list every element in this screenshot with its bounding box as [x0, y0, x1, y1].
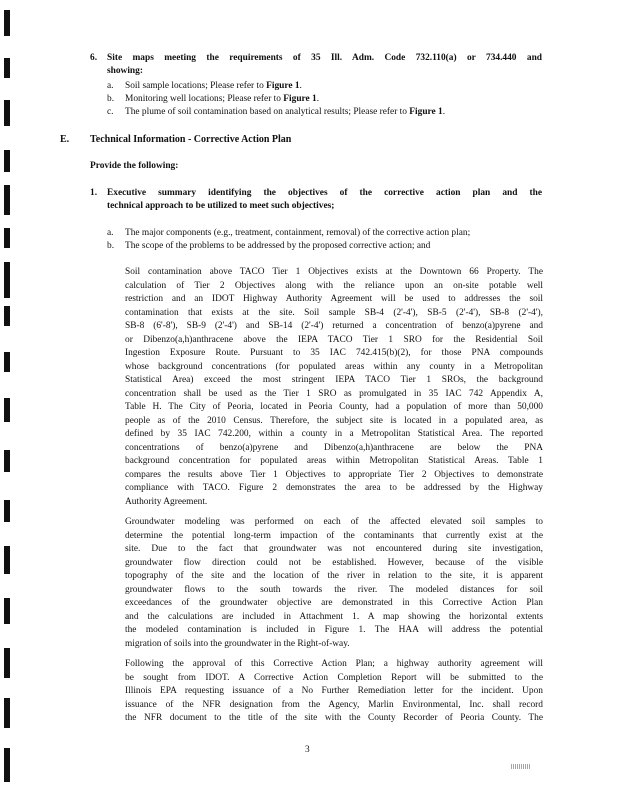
paragraph-line: or Dibenzo(a,h)anthracene above the IEPA TACO Tier 1 SRO for the Residential Soil — [125, 334, 543, 345]
scan-mark — [4, 698, 10, 728]
scan-mark — [4, 100, 10, 126]
item6-number: 6. — [90, 53, 98, 63]
scan-mark — [4, 748, 10, 782]
paragraph-line: compares the results above Tier 1 Objectives to appropriate Tier 2 Objectives to demonstrate — [125, 469, 543, 480]
paragraph-line: concentrations of benzo(a)pyrene and Dibenzo(a,h)anthracene are below the PNA — [125, 442, 543, 453]
paragraph-line: background concentration for populated areas within Metropolitan Statistical Areas. Table 1 — [125, 456, 543, 466]
item6-line1: Site maps meeting the requirements of 35 Ill. Adm. Code 732.110(a) or 734.440 and — [107, 53, 542, 63]
item1-sub-letter: b. — [107, 241, 115, 251]
item1-line2: technical approach to be utilized to meet such objectives; — [107, 201, 335, 211]
item6-sub-b: Monitoring well locations; Please refer to Figure 1. — [125, 94, 320, 104]
paragraph-line: Following the approval of this Corrective Action Plan; a highway authority agreement will — [125, 659, 543, 669]
scan-margin-marks — [4, 0, 12, 800]
scan-mark — [4, 262, 10, 298]
paragraph-groundwater-modeling — [125, 516, 543, 651]
page-number: 3 — [305, 745, 310, 755]
item1-line1: Executive summary identifying the objectives of the corrective action plan and the — [107, 188, 542, 198]
paragraph-line: and the calculations are included in Attachment 1. A map showing the horizontal extents — [125, 611, 543, 622]
paragraph-line: groundwater flow direction could not be established. However, because of the visible — [125, 557, 543, 568]
item6-sub-letter: a. — [107, 81, 114, 91]
paragraph-line: Soil contamination above TACO Tier 1 Objectives exists at the Downtown 66 Property. The — [125, 267, 543, 277]
section-e-letter: E. — [60, 134, 70, 145]
scan-mark — [4, 185, 10, 215]
scan-mark — [4, 150, 10, 172]
paragraph-line: Statistical Area) exceed the most stringent IEPA TACO Tier 1 SROs, the background — [125, 375, 543, 385]
paragraph-line: calculation of Tier 2 Objectives along with the reliance upon an on-site potable well — [125, 280, 543, 291]
item6-sub-letter: b. — [107, 94, 115, 104]
paragraph-line: site. Due to the fact that groundwater was not encountered during site investigation, — [125, 544, 543, 554]
paragraph-line: exceedances of the groundwater objective are demonstrated in this Corrective Action Plan — [125, 598, 543, 608]
paragraph-line: Illinois EPA requesting issuance of a No Further Remediation letter for the incident. Upon — [125, 686, 543, 696]
paragraph-line: determine the potential long-term impaction of the contaminants that currently exist at the — [125, 530, 543, 541]
paragraph-line: restriction and an IDOT Highway Authority Agreement will be used to addresses the soil — [125, 294, 543, 304]
scan-mark — [4, 648, 10, 678]
item1-sub-b: The scope of the problems to be addressed by the proposed corrective action; and — [125, 241, 431, 251]
paragraph-line: be sought from IDOT. A Corrective Action Completion Report will be submitted to the — [125, 672, 543, 683]
paragraph-line: issuance of the NFR designation from the Agency, Marlin Environmental, Inc. shall record — [125, 699, 543, 710]
paragraph-line: compliance with TACO. Figure 2 demonstrates the area to be addressed by the Highway — [125, 483, 543, 493]
paragraph-line: Groundwater modeling was performed on each of the affected elevated soil samples to — [125, 517, 543, 527]
paragraph-line: SB-8 (6'-8'), SB-9 (2'-4') and SB-14 (2'-4') returned a concentration of benzo(a)pyrene and — [125, 321, 543, 331]
scan-mark — [4, 598, 10, 624]
paragraph-line: Ingestion Exposure Route. Pursuant to 35 IAC 742.415(b)(2), for those PNA compounds — [125, 348, 543, 358]
item1-sub-letter: a. — [107, 228, 114, 238]
paragraph-line: Table H. The City of Peoria, located in Peoria County, had a population of more than 50,000 — [125, 402, 543, 412]
item6-sub-a: Soil sample locations; Please refer to Figure 1. — [125, 81, 302, 91]
scan-mark — [4, 500, 10, 522]
provide-following: Provide the following: — [90, 161, 179, 171]
item6-sub-c: The plume of soil contamination based on analytical results; Please refer to Figure 1. — [125, 107, 446, 117]
scan-mark — [4, 58, 10, 78]
paragraph-line: defined by 35 IAC 742.200, within a county in a Metropolitan Statistical Area. The reported — [125, 429, 543, 439]
item1-sub-a: The major components (e.g., treatment, containment, removal) of the corrective action plan; — [125, 228, 471, 238]
paragraph-line: topography of the site and the location of the river in relation to the site, it is apparent — [125, 571, 543, 581]
paragraph-line: the modeled contamination is included in Figure 1. The HAA will address the potential — [125, 625, 543, 635]
paragraph-line: concentration shall be used as the Tier 1 SRO as promulgated in 35 IAC 742 Appendix A, — [125, 388, 543, 399]
paragraph-line: migration of soils into the groundwater in the Right-of-way. — [125, 638, 350, 649]
scan-mark — [4, 228, 10, 248]
scan-stamp — [511, 764, 531, 769]
paragraph-following-approval — [125, 658, 543, 726]
paragraph-line: groundwater flows to the south towards the river. The modeled distances for soil — [125, 584, 543, 595]
scan-mark — [4, 306, 10, 326]
paragraph-soil-contamination — [125, 266, 543, 509]
paragraph-line: people as of the 2010 Census. Therefore, the subject site is located in a populated area, as — [125, 415, 543, 426]
scan-mark — [4, 450, 10, 472]
item1-number: 1. — [90, 188, 98, 198]
scan-mark — [4, 352, 10, 372]
paragraph-line: whose background concentrations (for populated areas within any county in a Metropolitan — [125, 361, 543, 372]
paragraph-line: Authority Agreement. — [125, 496, 208, 507]
section-e-title: Technical Information - Corrective Action Plan — [90, 134, 292, 145]
item6-sub-letter: c. — [107, 107, 114, 117]
scan-mark — [4, 398, 10, 422]
item6-line2: showing: — [107, 66, 143, 76]
paragraph-line: the NFR document to the title of the site with the County Recorder of Peoria County. The — [125, 713, 543, 723]
scan-mark — [4, 10, 10, 36]
paragraph-line: contamination that exists at the site. Soil sample SB-4 (2'-4'), SB-5 (2'-4'), SB-8 (2'-4'), — [125, 307, 543, 318]
scan-mark — [4, 546, 10, 574]
